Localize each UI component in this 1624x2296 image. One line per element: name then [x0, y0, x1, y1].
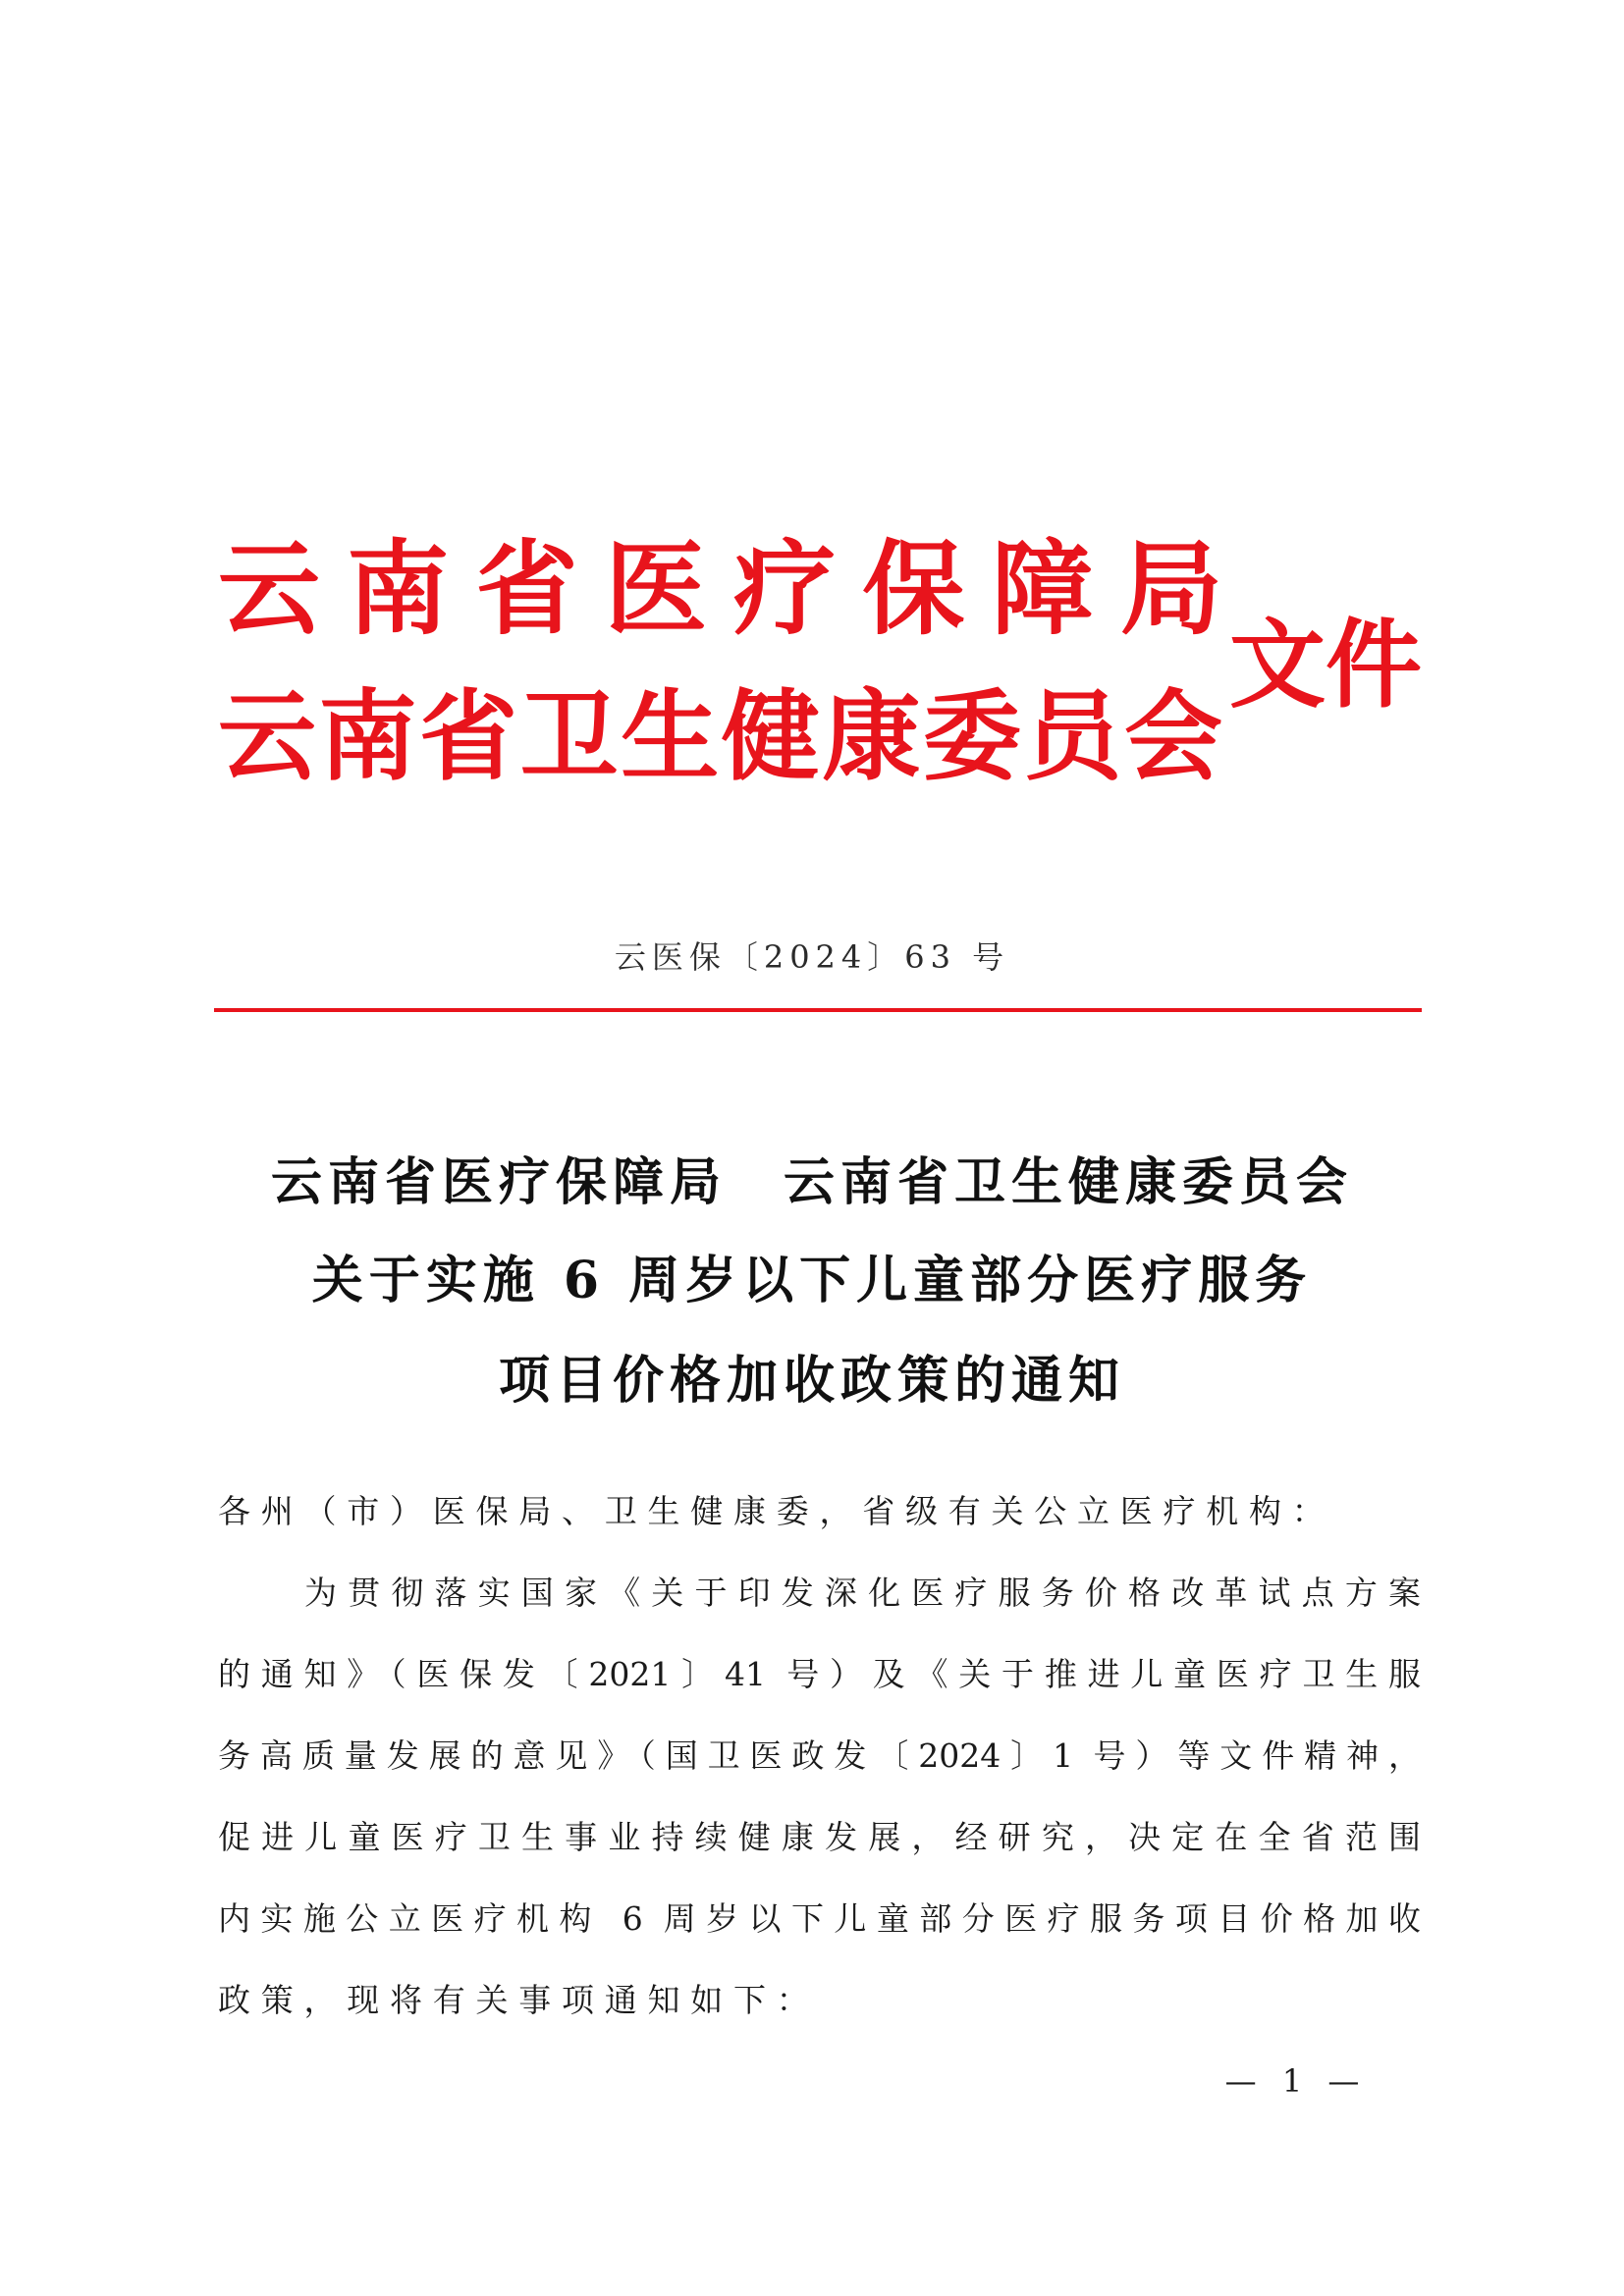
paragraph-line-6: 政策，现将有关事项通知如下： [218, 1981, 820, 2019]
body-text [218, 1470, 1421, 2041]
paragraph-line-2: 的通知》（医保发〔2021〕41 号）及《关于推进儿童医疗卫生服 [218, 1655, 1421, 1693]
masthead-issuer-medical-security-bureau: 云南省医疗保障局 [218, 528, 1222, 649]
paragraph-line-1: 为贯彻落实国家《关于印发深化医疗服务价格改革试点方案 [304, 1574, 1421, 1612]
masthead-issuer-health-commission: 云南省卫生健康委员会 [218, 678, 1222, 794]
red-separator-line [214, 1008, 1422, 1012]
title-line-3: 项目价格加收政策的通知 [498, 1351, 1125, 1411]
title-line-1: 云南省医疗保障局 云南省卫生健康委员会 [270, 1152, 1353, 1212]
salutation: 各州（市）医保局、卫生健康委，省级有关公立医疗机构： [218, 1492, 1335, 1530]
paragraph-line-3: 务高质量发展的意见》（国卫医政发〔2024〕1 号）等文件精神， [218, 1736, 1421, 1775]
paragraph-line-4: 促进儿童医疗卫生事业持续健康发展，经研究，决定在全省范围 [218, 1818, 1421, 1856]
title-line-2: 关于实施 6 周岁以下儿童部分医疗服务 [311, 1251, 1313, 1310]
page-number: — 1 — [1224, 2062, 1368, 2100]
document-number: 云医保〔2024〕63 号 [614, 938, 1010, 976]
paragraph-line-5: 内实施公立医疗机构 6 周岁以下儿童部分医疗服务项目价格加收 [218, 1899, 1421, 1938]
masthead-document-word: 文件 [1229, 609, 1423, 721]
